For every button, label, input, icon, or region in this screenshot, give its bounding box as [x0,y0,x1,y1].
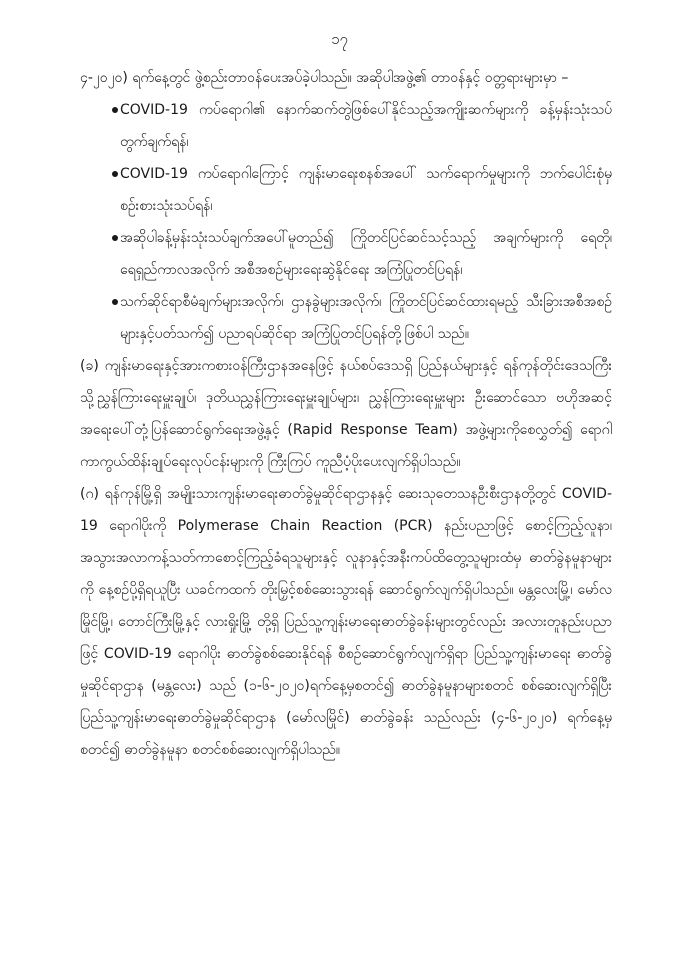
intro-paragraph: ၄-၂၀၂၀) ရက်နေ့တွင် ဖွဲ့စည်းတာဝန်ပေးအပ်ခဲ့ပါသည်။ အဆိုပါအဖွဲ့၏ တာဝန်နှင့် ဝတ္တရားများမှာ – [80,70,569,86]
bullet-icon [112,235,118,241]
bullet-icon [112,171,118,177]
paragraph-g: (ဂ) ရန်ကုန်မြို့ရှိ အမျိုးသားကျန်းမာရေးဓာတ်ခွဲမှုဆိုင်ရာဌာနနှင့် ဆေးသုတေသနဦးစီးဌာနတို့တွင် COVID-19 ရောဂါပိုးကို Polymerase Chain Reaction (PCR) နည်းပညာဖြင့် စောင့်ကြည့်လူနာ၊ အသွားအလာကန့်သတ်ကာစောင့်ကြည့်ခံရသူများနှင့် လူနာနှင့်အနီးကပ်ထိတွေ့သူများထံမှ ဓာတ်ခွဲနမူနာများကို နေ့စဉ်ပို့ရှိရယူပြီး ယခင်ကထက် တိုးမြှင့်စစ်ဆေးသွားရန် ဆောင်ရွက်လျက်ရှိပါသည်။ မန္တလေးမြို့၊ မော်လမြိုင်မြို့၊ တောင်ကြီးမြို့နှင့် လားရှိုးမြို့ တို့ရှိ ပြည်သူ့ကျန်းမာရေးဓာတ်ခွဲခန်းများတွင်လည်း အလားတူနည်းပညာဖြင့် COVID-19 ရောဂါပိုး ဓာတ်ခွဲစစ်ဆေးနိုင်ရန် စီစဉ်ဆောင်ရွက်လျက်ရှိရာ ပြည်သူ့ကျန်းမာရေး ဓာတ်ခွဲ မှုဆိုင်ရာဌာန (မန္တလေး) သည် (၁-၆-၂၀၂၀)ရက်နေ့မှစတင်၍ ဓာတ်ခွဲနမူနာများစတင် စစ်ဆေးလျက်ရှိပြီး ပြည်သူ့ကျန်းမာရေးဓာတ်ခွဲမှုဆိုင်ရာဌာန (မော်လမြိုင်) ဓာတ်ခွဲခန်း သည်လည်း (၄-၆-၂၀၂၀) ရက်နေ့မှစတင်၍ ဓာတ်ခွဲနမူနာ စတင်စစ်ဆေးလျက်ရှိပါသည်။ [80,486,612,758]
page-number: ၁၇ [331,30,348,48]
list-item-text: COVID-19 ကပ်ရောဂါ၏ နောက်ဆက်တွဲဖြစ်ပေါ်နိုင်သည့်အကျိုးဆက်များကို ခန့်မှန်းသုံးသပ်တွက်ချက်ရန်၊ [120,102,612,150]
list-item [80,158,612,222]
list-item [80,222,612,286]
paragraph-b: (ခ) ကျန်းမာရေးနှင့်အားကစားဝန်ကြီးဌာနအနေဖြင့် နယ်စပ်ဒေသရှိ ပြည်နယ်များနှင့် ရန်ကုန်တိုင်းဒေသကြီးသို့ညွှန်ကြားရေးမှူးချုပ်၊ ဒုတိယညွှန်ကြားရေးမှူးချုပ်များ၊ ညွှန်ကြားရေးမှူးများ ဦးဆောင်သော ဗဟိုအဆင့် အရေးပေါ်တုံ့ပြန်ဆောင်ရွက်ရေးအဖွဲ့နှင့် (Rapid Response Team) အဖွဲ့များကိုစေလွှတ်၍ ရောဂါကာကွယ်ထိန်းချုပ်ရေးလုပ်ငန်းများကို ကြီးကြပ် ကူညီပံ့ပိုးပေးလျက်ရှိပါသည်။ [80,358,612,470]
list-item-text: သက်ဆိုင်ရာစီမံချက်များအလိုက်၊ ဌာနခွဲများအလိုက်၊ ကြိုတင်ပြင်ဆင်ထားရမည့် သီးခြားအစီအစဉ်များနှင့်ပတ်သက်၍ ပညာရပ်ဆိုင်ရာ အကြံပြုတင်ပြရန်တို့ဖြစ်ပါ သည်။ [120,294,612,342]
bullet-icon [112,107,118,113]
list-item-text: အဆိုပါခန့်မှန်းသုံးသပ်ချက်အပေါ်မူတည်၍ ကြိုတင်ပြင်ဆင်သင့်သည့် အချက်များကို ရေတို၊ ရေရှည်ကာလအလိုက် အစီအစဉ်များရေးဆွဲနိုင်ရေး အကြံပြုတင်ပြရန်၊ [120,230,612,278]
list-item [80,286,612,350]
list-item-text: COVID-19 ကပ်ရောဂါကြောင့် ကျန်းမာရေးစနစ်အပေါ် သက်ရောက်မှုများကို ဘက်ပေါင်းစုံမှ စဉ်းစားသုံးသပ်ရန်၊ [120,166,612,214]
document-body [80,62,612,766]
bullet-icon [112,299,118,305]
list-item [80,94,612,158]
duties-list [80,94,612,350]
